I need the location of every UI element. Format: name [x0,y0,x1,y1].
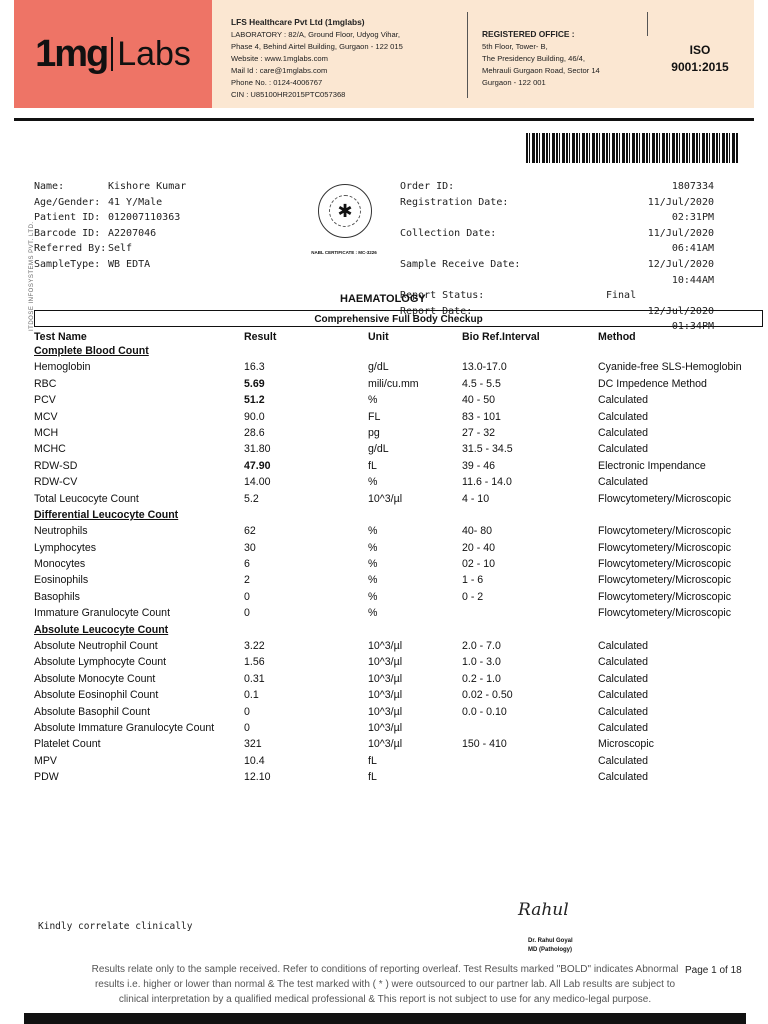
iso-line1: ISO [689,43,711,57]
test-name-cell: Hemoglobin [34,361,91,374]
lab-line: LABORATORY : 82/A, Ground Floor, Udyog Vihar, [231,30,400,39]
doctor-signature: Rahul [518,900,569,920]
info-value: 12/Jul/2020 10:44AM [647,258,714,286]
col-ref: Bio Ref.Interval [462,330,540,343]
ref-range-cell [460,722,596,738]
disclaimer [40,962,730,1007]
info-row [400,179,720,195]
test-name-cell: Eosinophils [34,574,89,587]
info-row [34,226,294,242]
registered-office [482,28,642,89]
result-cell: 90.0 [244,410,265,423]
test-name-cell: Total Leucocyte Count [34,492,139,505]
logo-sub: Labs [117,34,191,73]
unit-cell: 10^3/µl [368,656,403,669]
result-cell: 321 [244,738,262,751]
method-cell: Flowcytometery/Microscopic [598,541,732,554]
result-cell: 1.56 [244,656,265,669]
unit-cell: % [368,541,378,554]
lab-line: Mail Id : care@1mglabs.com [231,66,328,75]
method-cell: Calculated [598,476,649,489]
table-row [32,755,760,771]
unit-cell: fL [368,771,377,784]
disclaimer-line: clinical interpretation by a qualified medical professional & This report is not subject to use for any medico-legal purpose. [118,994,652,1005]
result-cell: 14.00 [244,476,271,489]
test-name-cell: Absolute Lymphocyte Count [34,656,167,669]
method-cell: Calculated [598,656,649,669]
doctor-name: Dr. Rahul Goyal [528,938,573,944]
table-row [32,706,760,722]
method-cell: Calculated [598,672,649,685]
method-cell: Calculated [598,721,649,734]
result-cell: 2 [244,574,250,587]
section-title: HAEMATOLOGY [340,293,426,305]
method-cell: Calculated [598,410,649,423]
doctor-block [528,937,573,955]
table-row [32,493,760,509]
table-row [32,378,760,394]
lab-line: Phase 4, Behind Airtel Building, Gurgaon - 122 015 [231,42,403,51]
table-row [32,411,760,427]
test-name-cell: Neutrophils [34,525,88,538]
office-line: Mehrauli Gurgaon Road, Sector 14 [482,66,600,75]
method-cell: Flowcytometery/Microscopic [598,607,732,620]
nabl-seal [318,184,372,238]
result-cell: 0.31 [244,672,265,685]
test-name-cell: Absolute Basophil Count [34,705,151,718]
lab-address [231,16,461,101]
test-name-cell: PCV [34,394,56,407]
unit-cell: 10^3/µl [368,689,403,702]
info-row [34,195,294,211]
unit-cell: % [368,476,378,489]
test-name-cell: RDW-CV [34,476,78,489]
unit-cell: 10^3/µl [368,738,403,751]
result-cell: 51.2 [244,394,265,407]
result-cell: 0.1 [244,689,259,702]
info-label: Report Status: [400,290,485,302]
unit-cell: % [368,574,378,587]
group-row [32,509,760,525]
info-label: Patient ID: [34,212,101,224]
unit-cell: mili/cu.mm [368,377,419,390]
method-cell: Flowcytometery/Microscopic [598,590,732,603]
disclaimer-line: results i.e. higher or lower than normal & The test marked with ( * ) were outsourced to our partner lab. All Lab results are subject to [94,979,676,990]
page-number: Page 1 of 18 [685,965,742,976]
unit-cell: % [368,558,378,571]
result-cell: 0 [244,705,250,718]
company-name: LFS Healthcare Pvt Ltd (1mglabs) [231,17,365,27]
barcode [526,133,738,163]
info-row [34,179,294,195]
table-row [32,738,760,754]
method-cell: Flowcytometery/Microscopic [598,492,732,505]
info-value: Self [108,243,133,255]
ref-range-cell: 40- 80 [462,525,493,538]
ref-range-cell: 4 - 10 [462,492,490,505]
nabl-certificate: NABL CERTIFICATE : MC-3226 [311,250,377,255]
table-row [32,361,760,377]
table-row [32,574,760,590]
unit-cell: % [368,525,378,538]
ref-range-cell [460,771,596,787]
method-cell: Cyanide-free SLS-Hemoglobin [598,361,742,374]
lab-line: Phone No. : 0124-4006767 [231,78,323,87]
method-cell: Calculated [598,640,649,653]
info-label: Registration Date: [400,196,509,208]
checkup-title: Comprehensive Full Body Checkup [34,310,763,327]
ref-range-cell: 02 - 10 [462,558,495,571]
unit-cell: fL [368,754,377,767]
test-name-cell: MCH [34,426,59,439]
unit-cell: FL [368,410,381,423]
method-cell: Calculated [598,705,649,718]
table-row [32,476,760,492]
table-row [32,542,760,558]
test-name-cell: Absolute Neutrophil Count [34,640,158,653]
ref-range-cell: 4.5 - 5.5 [462,377,501,390]
ref-range-cell: 0.0 - 0.10 [462,705,507,718]
test-name-cell: Platelet Count [34,738,101,751]
info-row [400,226,720,257]
info-label: Age/Gender: [34,196,101,208]
table-row [32,427,760,443]
footer-bar [24,1013,746,1024]
doctor-qualification: MD (Pathology) [528,947,572,953]
test-name-cell: PDW [34,771,59,784]
info-row [34,257,294,273]
office-title: REGISTERED OFFICE : [482,29,575,39]
info-label: SampleType: [34,258,101,270]
nabl-star-icon: ✱ [329,195,361,227]
group-title: Complete Blood Count [34,345,149,357]
group-title: Absolute Leucocyte Count [34,623,169,636]
test-name-cell: Basophils [34,590,80,603]
test-name-cell: MCHC [34,443,66,456]
info-value: 11/Jul/2020 06:41AM [647,227,714,255]
unit-cell: 10^3/µl [368,672,403,685]
table-row [32,689,760,705]
table-row [32,460,760,476]
ref-range-cell: 13.0-17.0 [462,361,507,374]
unit-cell: g/dL [368,443,389,456]
group-row [32,345,760,361]
iso-line2: 9001:2015 [671,60,729,74]
table-row [32,591,760,607]
test-name-cell: Absolute Immature Granulocyte Count [34,721,215,734]
header-divider [467,12,468,98]
info-value: 1807334 [671,181,714,192]
result-cell: 0 [244,721,250,734]
table-row [32,656,760,672]
header-rule [14,118,754,121]
ref-range-cell: 2.0 - 7.0 [462,640,501,653]
ref-range-cell: 1.0 - 3.0 [462,656,501,669]
ref-range-cell: 83 - 101 [462,410,501,423]
method-cell: Calculated [598,426,649,439]
test-name-cell: Lymphocytes [34,541,97,554]
unit-cell: % [368,607,378,620]
lab-line: CIN : U85100HR2015PTC057368 [231,90,346,99]
col-result: Result [244,330,277,343]
table-row [32,443,760,459]
unit-cell: g/dL [368,361,389,374]
result-cell: 0 [244,607,250,620]
logo-main: 1mg [35,32,108,75]
result-cell: 28.6 [244,426,265,439]
method-cell: Flowcytometery/Microscopic [598,525,732,538]
method-cell: Flowcytometery/Microscopic [598,574,732,587]
info-row [400,257,720,288]
info-label: Report Date: [400,305,473,317]
info-label: Sample Receive Date: [400,258,521,270]
office-line: 5th Floor, Tower- B, [482,42,548,51]
method-cell: Calculated [598,443,649,456]
iso-badge [660,42,740,76]
ref-range-cell [460,607,596,623]
group-title: Differential Leucocyte Count [34,508,179,521]
result-cell: 31.80 [244,443,271,456]
office-line: The Presidency Building, 46/4, [482,54,585,63]
table-row [32,722,760,738]
ref-range-cell [460,755,596,771]
info-value: A2207046 [108,227,157,239]
ref-range-cell: 0.02 - 0.50 [462,689,513,702]
info-row [34,210,294,226]
disclaimer-line: Results relate only to the sample received. Refer to conditions of reporting overleaf. Test Results marked "BOLD" indicates Abnormal [91,964,679,975]
table-row [32,394,760,410]
result-cell: 30 [244,541,256,554]
table-row [32,673,760,689]
unit-cell: fL [368,459,377,472]
test-name-cell: RBC [34,377,57,390]
info-value: WB EDTA [108,258,151,270]
test-name-cell: RDW-SD [34,459,78,472]
col-unit: Unit [368,330,389,343]
unit-cell: % [368,590,378,603]
info-value: 11/Jul/2020 02:31PM [647,196,714,224]
info-label: Barcode ID: [34,227,101,239]
test-name-cell: Immature Granulocyte Count [34,607,171,620]
result-cell: 5.69 [244,377,265,390]
info-row [400,288,720,304]
info-row [400,195,720,226]
results-table [32,328,760,788]
col-method: Method [598,330,636,343]
ref-range-cell: 150 - 410 [462,738,507,751]
test-name-cell: Absolute Eosinophil Count [34,689,159,702]
result-cell: 62 [244,525,256,538]
test-name-cell: Monocytes [34,558,86,571]
result-cell: 0 [244,590,250,603]
info-row [34,241,294,257]
correlate-note: Kindly correlate clinically [38,921,193,932]
ref-range-cell: 1 - 6 [462,574,484,587]
method-cell: Flowcytometery/Microscopic [598,558,732,571]
table-row [32,640,760,656]
table-row [32,771,760,787]
ref-range-cell: 40 - 50 [462,394,495,407]
unit-cell: 10^3/µl [368,640,403,653]
info-value: Final [606,290,637,302]
result-cell: 12.10 [244,771,271,784]
col-test-name: Test Name [34,330,87,343]
unit-cell: 10^3/µl [368,492,403,505]
ref-range-cell: 0.2 - 1.0 [462,672,501,685]
method-cell: Calculated [598,689,649,702]
ref-range-cell: 31.5 - 34.5 [462,443,513,456]
patient-info-left [34,179,294,273]
test-name-cell: Absolute Monocyte Count [34,672,156,685]
result-cell: 5.2 [244,492,259,505]
brand-logo [14,0,212,108]
results-body [32,345,760,788]
ref-range-cell: 20 - 40 [462,541,495,554]
info-label: Referred By: [34,243,107,255]
table-row [32,607,760,623]
test-name-cell: MPV [34,754,57,767]
method-cell: Calculated [598,394,649,407]
info-value: 012007110363 [108,212,181,224]
result-cell: 6 [244,558,250,571]
info-value: 12/Jul/2020 01:34PM [647,305,714,333]
info-value: 41 Y/Male [108,196,163,208]
ref-range-cell: 27 - 32 [462,426,495,439]
ref-range-cell: 0 - 2 [462,590,484,603]
method-cell: Electronic Impendance [598,459,706,472]
method-cell: Calculated [598,771,649,784]
result-cell: 10.4 [244,754,265,767]
info-label: Order ID: [400,181,455,192]
lab-line: Website : www.1mglabs.com [231,54,328,63]
header-divider [647,12,648,36]
group-row [32,624,760,640]
office-line: Gurgaon - 122 001 [482,78,546,87]
unit-cell: % [368,394,378,407]
logo-divider [111,37,113,71]
table-header-row [32,328,760,345]
unit-cell: 10^3/µl [368,705,403,718]
method-cell: Calculated [598,754,649,767]
result-cell: 3.22 [244,640,265,653]
unit-cell: 10^3/µl [368,721,403,734]
info-label: Collection Date: [400,227,497,239]
info-value: Kishore Kumar [108,181,187,192]
table-row [32,558,760,574]
info-label: Name: [34,181,65,192]
unit-cell: pg [368,426,380,439]
ref-range-cell: 39 - 46 [462,459,495,472]
ref-range-cell: 11.6 - 14.0 [462,476,512,489]
side-text: ITDOSE INFOSYSTEMS PVT. LTD. [29,221,35,331]
result-cell: 47.90 [244,459,271,472]
result-cell: 16.3 [244,361,265,374]
method-cell: DC Impedence Method [598,377,707,390]
table-row [32,525,760,541]
test-name-cell: MCV [34,410,58,423]
method-cell: Microscopic [598,738,654,751]
